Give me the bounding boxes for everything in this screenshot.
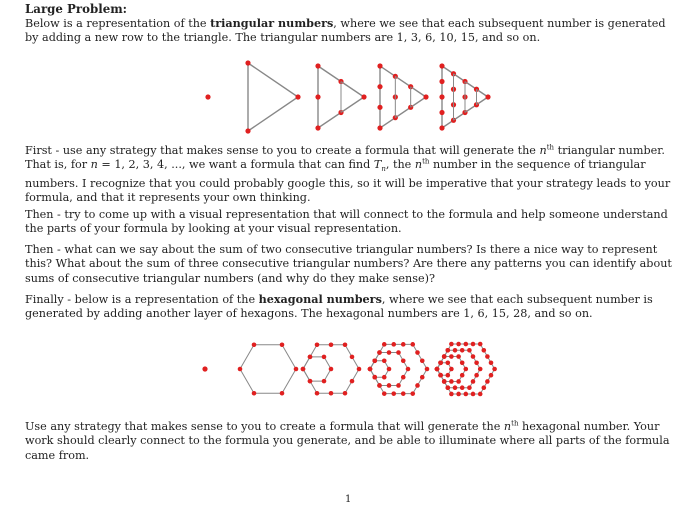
hexagonal-dot <box>474 373 479 378</box>
page-number: 1 <box>345 494 352 505</box>
hexagonal-dot <box>329 342 334 347</box>
hexagonal-dot <box>391 342 396 347</box>
hexagonal-dot <box>478 367 483 372</box>
p4-text-2: , where we see that each subsequent number is generated by adding another layer of hexagons. The hexagonal numbers are 1, 6, 15, 28, and so on. <box>25 293 653 321</box>
hexagonal-dot <box>492 367 497 372</box>
hexagonal-dot <box>406 367 411 372</box>
hexagonal-dot <box>464 392 469 397</box>
hexagonal-dot <box>438 360 443 365</box>
hexagonal-dot <box>238 367 243 372</box>
hexagonal-dot <box>442 379 447 384</box>
hexagonal-dot <box>453 348 458 353</box>
hexagonal-dot <box>482 385 487 390</box>
hexagonal-numbers-figure <box>185 335 525 405</box>
hexagonal-dot <box>401 375 406 380</box>
triangular-dot <box>377 63 382 68</box>
triangular-dot <box>439 79 444 84</box>
hexagonal-dot <box>420 375 425 380</box>
var-n: n <box>503 420 512 433</box>
triangular-dot <box>245 60 250 65</box>
hexagonal-dot <box>478 342 483 347</box>
p1-text-3: = 1, 2, 3, 4, ..., we want a formula that can find <box>97 158 374 172</box>
hexagonal-dot <box>315 342 320 347</box>
hexagonal-dot <box>329 367 334 372</box>
hexagonal-dot <box>382 358 387 363</box>
triangular-dot <box>439 94 444 99</box>
hexagonal-dot <box>308 355 313 360</box>
hexagonal-intro-paragraph <box>25 292 675 322</box>
hexagonal-dot <box>420 358 425 363</box>
hexagonal-dot <box>372 358 377 363</box>
hexagonal-dot <box>294 367 299 372</box>
hexagonal-dot <box>382 391 387 396</box>
hexagonal-dot <box>449 354 454 359</box>
hexagonal-dot <box>372 375 377 380</box>
hexagonal-dot <box>478 392 483 397</box>
hexagonal-dot <box>202 366 207 371</box>
triangular-dot <box>315 63 320 68</box>
triangular-dot <box>315 125 320 130</box>
hexagonal-dot <box>460 373 465 378</box>
triangle-outline <box>248 63 298 131</box>
intro-text-1: Below is a representation of the <box>25 17 211 30</box>
hexagonal-dot <box>435 367 440 372</box>
sum-paragraph: Then - what can we say about the sum of two consecutive triangular numbers? Is there a nice way to represent this? What about the sum of three consecutive triangular numbers? Are there any patterns you can identify about sums of consecutive triangular numbers (and why do they make sense)? <box>25 243 672 285</box>
triangular-dot <box>485 94 490 99</box>
var-n: n <box>414 158 423 172</box>
hexagonal-dot <box>280 391 285 396</box>
hexagonal-dot <box>449 392 454 397</box>
visual-paragraph: Then - try to come up with a visual representation that will connect to the formula and help someone understand the parts of your formula by looking at your visual representation. <box>25 208 668 236</box>
var-n: n <box>539 144 547 157</box>
hexagonal-dot <box>467 385 472 390</box>
hexagonal-dot <box>460 385 465 390</box>
hexagonal-dot <box>456 379 461 384</box>
triangle-outline <box>380 66 426 128</box>
hexagonal-dot <box>474 360 479 365</box>
hexagonal-dot <box>456 392 461 397</box>
hexagonal-dot <box>467 348 472 353</box>
hexagonal-dot <box>401 342 406 347</box>
strategy-paragraph <box>25 144 675 205</box>
hexagonal-dot <box>368 367 373 372</box>
p1-text-1: First - use any strategy that makes sense to you to create a formula that will generate the <box>25 144 540 157</box>
triangle-inner-line <box>411 87 426 97</box>
hexagonal-dot <box>489 360 494 365</box>
hexagonal-dot <box>464 342 469 347</box>
triangular-dot <box>377 105 382 110</box>
hexagonal-dot <box>438 373 443 378</box>
triangular-dot <box>377 84 382 89</box>
hexagonal-dot <box>471 342 476 347</box>
hexagonal-dot <box>252 342 257 347</box>
hexagonal-dot <box>446 348 451 353</box>
triangular-dot <box>423 94 428 99</box>
hexagonal-dot <box>387 350 392 355</box>
hexagonal-dot <box>401 358 406 363</box>
triangle-inner-line <box>411 97 426 107</box>
p4-text-1: Finally - below is a representation of the <box>25 293 259 306</box>
triangular-dot <box>361 94 366 99</box>
hexagonal-dot <box>322 355 327 360</box>
hexagon-outline <box>303 357 331 381</box>
hexagonal-dot <box>482 348 487 353</box>
hexagonal-dot <box>410 342 415 347</box>
intro-bold-term: triangular numbers <box>210 16 334 30</box>
hexagonal-dot <box>415 350 420 355</box>
hexagon-outline <box>240 345 296 393</box>
hexagonal-dot <box>329 391 334 396</box>
sup-th: th <box>546 143 555 152</box>
hexagonal-dot <box>301 367 306 372</box>
hexagonal-dot <box>485 379 490 384</box>
problem-title: Large Problem: <box>25 2 128 16</box>
hexagonal-dot <box>396 383 401 388</box>
triangular-dot <box>439 63 444 68</box>
hexagonal-dot <box>387 367 392 372</box>
hexagonal-dot <box>350 379 355 384</box>
p5-text-1: Use any strategy that makes sense to you to create a formula that will generate the <box>25 420 504 433</box>
hexagonal-dot <box>485 354 490 359</box>
hexagonal-dot <box>446 385 451 390</box>
hexagonal-dot <box>396 350 401 355</box>
hexagonal-dot <box>449 379 454 384</box>
hexagonal-dot <box>446 373 451 378</box>
var-n: n <box>90 158 98 172</box>
hexagonal-dot <box>343 391 348 396</box>
p1-text-5: number in the sequence of triangular numbers. I recognize that you could probably google this, so it will be imperative that your strategy leads to your formula, and that it represents your own thinking. <box>25 158 671 205</box>
intro-paragraph <box>25 16 675 46</box>
hexagonal-dot <box>456 354 461 359</box>
p4-bold-term: hexagonal numbers <box>258 292 382 306</box>
hexagonal-dot <box>456 342 461 347</box>
triangular-dot <box>439 125 444 130</box>
triangle-inner-line <box>341 97 364 113</box>
hexagonal-dot <box>382 342 387 347</box>
hexagonal-dot <box>322 379 327 384</box>
hexagonal-dot <box>415 383 420 388</box>
triangular-dot <box>377 125 382 130</box>
hexagonal-dot <box>449 342 454 347</box>
hexagonal-dot <box>471 392 476 397</box>
hexagonal-dot <box>442 354 447 359</box>
hexagonal-dot <box>464 367 469 372</box>
triangular-dot <box>205 94 210 99</box>
hexagonal-dot <box>449 367 454 372</box>
hexagonal-dot <box>460 348 465 353</box>
hexagonal-dot <box>425 367 430 372</box>
p5-text-2: hexagonal number. Your work should clearly connect to the formula you generate, and be able to illuminate where all parts of the formula came from. <box>25 420 670 462</box>
hexagonal-dot <box>471 354 476 359</box>
hexagonal-dot <box>280 342 285 347</box>
triangular-dot <box>439 110 444 115</box>
hexagonal-dot <box>350 355 355 360</box>
hexagonal-dot <box>460 360 465 365</box>
triangular-numbers-figure <box>190 55 520 135</box>
hexagonal-dot <box>410 391 415 396</box>
var-T: T <box>373 158 382 172</box>
hexagonal-dot <box>357 367 362 372</box>
sup-th: th <box>422 157 430 166</box>
p1-text-2: triangular number. That is, for <box>25 144 665 172</box>
hexagonal-dot <box>377 350 382 355</box>
hexagonal-dot <box>387 383 392 388</box>
hexagonal-dot <box>377 383 382 388</box>
hexagonal-task-paragraph <box>25 420 675 463</box>
hexagonal-dot <box>453 385 458 390</box>
hexagonal-dot <box>401 391 406 396</box>
hexagonal-dot <box>391 391 396 396</box>
hexagonal-dot <box>308 379 313 384</box>
hexagonal-dot <box>471 379 476 384</box>
sub-n: n <box>381 165 386 174</box>
hexagonal-dot <box>252 391 257 396</box>
hexagonal-dot <box>489 373 494 378</box>
hexagonal-dot <box>382 375 387 380</box>
sup-th: th <box>511 419 519 428</box>
triangular-dot <box>315 94 320 99</box>
triangular-dot <box>245 128 250 133</box>
hexagonal-dot <box>446 360 451 365</box>
hexagonal-dot <box>343 342 348 347</box>
triangular-dot <box>295 94 300 99</box>
p1-text-4: , the <box>385 158 415 172</box>
triangle-inner-line <box>341 82 364 98</box>
intro-text-2: , where we see that each subsequent number is generated by adding a new row to the triangle. The triangular numbers are 1, 3, 6, 10, 15, and so on. <box>25 17 666 45</box>
hexagonal-dot <box>315 391 320 396</box>
